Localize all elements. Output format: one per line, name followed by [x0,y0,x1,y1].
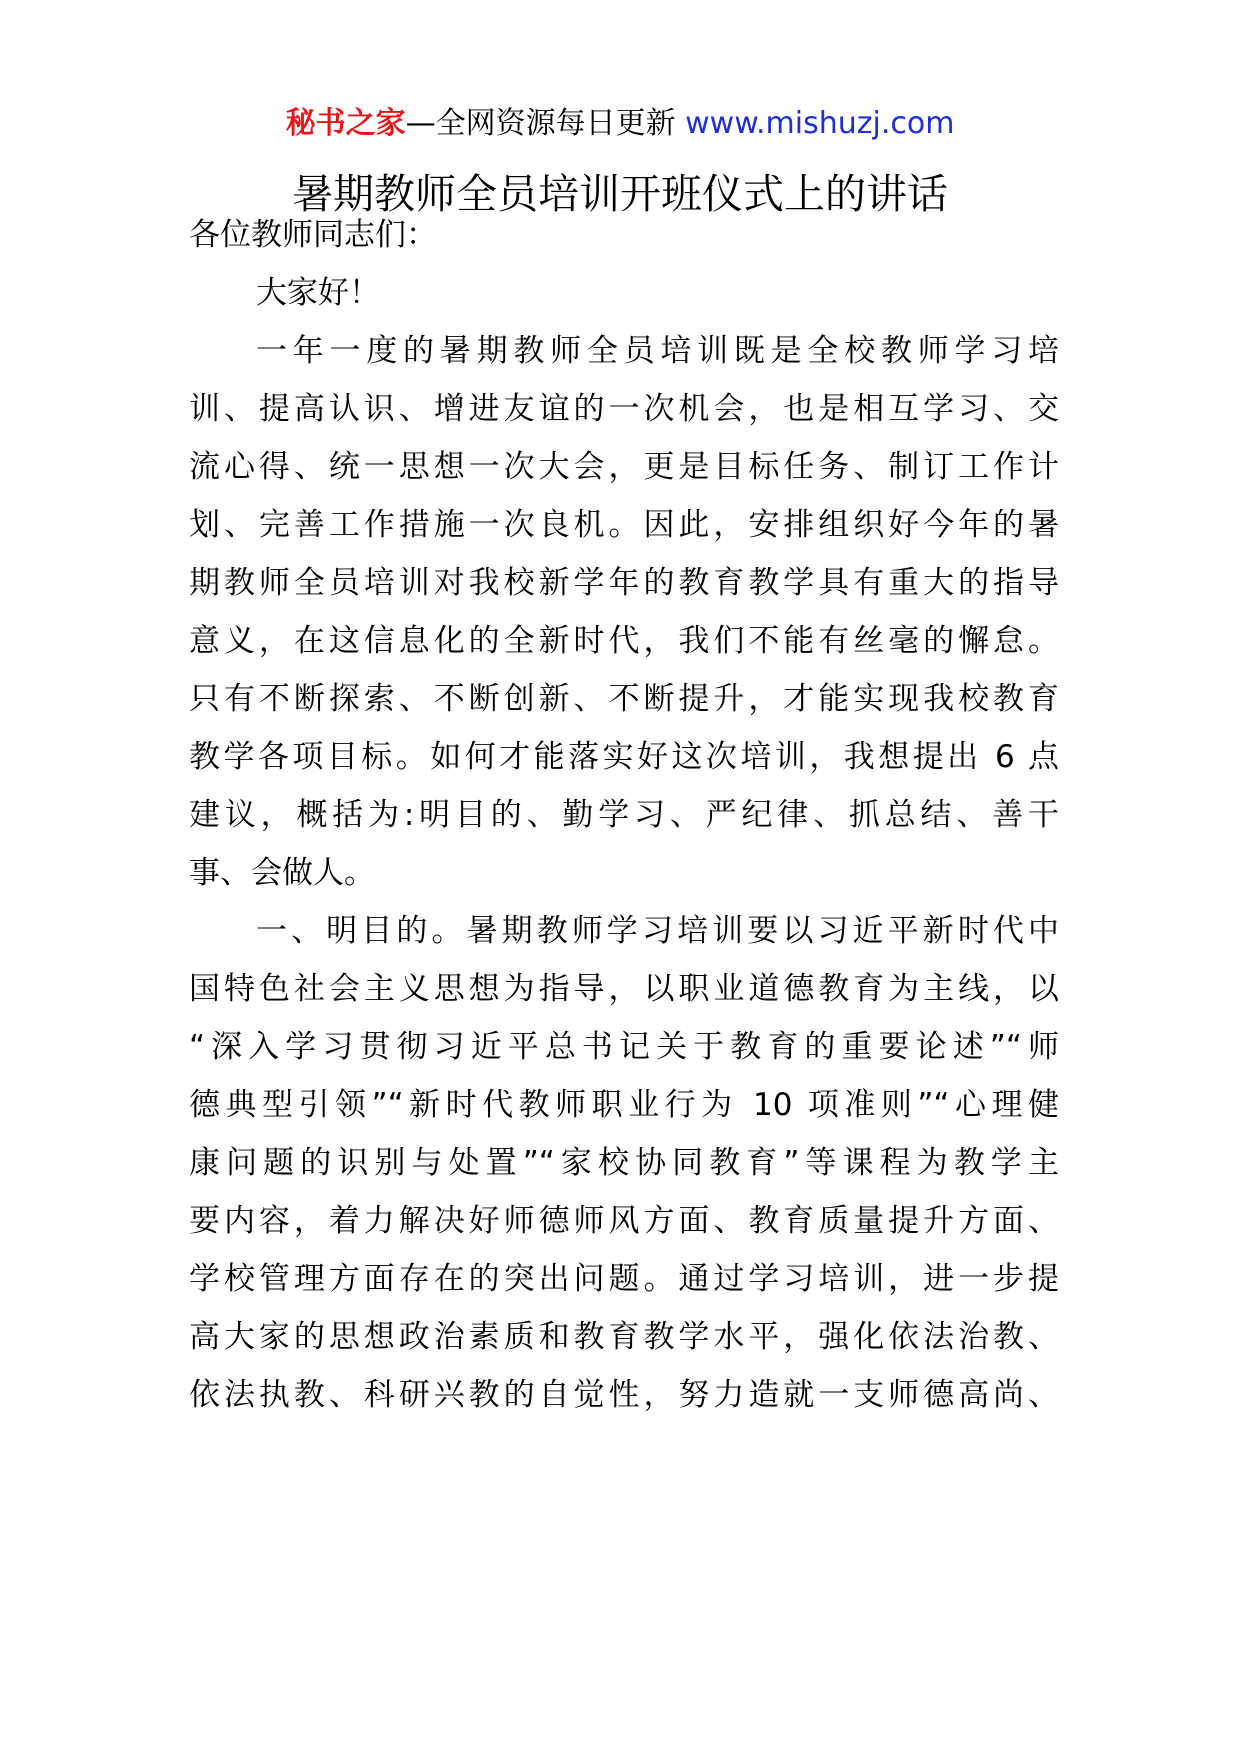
body-line: 建议，概括为:明目的、勤学习、严纪律、抓总结、善干 [189,797,1059,833]
body-line: 依法执教、科研兴教的自觉性，努力造就一支师德高尚、 [189,1377,1059,1413]
body-line: 学校管理方面存在的突出问题。通过学习培训，进一步提 [189,1261,1059,1297]
body-line: 一、明目的。暑期教师学习培训要以习近平新时代中 [256,913,1059,949]
body-line: 训、提高认识、增进友谊的一次机会，也是相互学习、交 [189,391,1059,427]
body-line: 事、会做人。 [189,855,375,891]
body-line: 意义，在这信息化的全新时代，我们不能有丝毫的懈怠。 [189,623,1059,659]
body-line: 流心得、统一思想一次大会，更是目标任务、制订工作计 [189,449,1059,485]
site-banner [0,104,1240,144]
greeting: 大家好！ [256,275,380,311]
body-line: 划、完善工作措施一次良机。因此，安排组织好今年的暑 [189,507,1059,543]
site-url-link[interactable]: www.mishuzj.com [685,106,955,141]
body-line: 康问题的识别与处置”“家校协同教育”等课程为教学主 [189,1145,1059,1181]
body-line: 国特色社会主义思想为指导，以职业道德教育为主线，以 [189,971,1059,1007]
body-line: 一年一度的暑期教师全员培训既是全校教师学习培 [256,333,1059,369]
site-tagline: —全网资源每日更新 [405,106,676,141]
body-line: 期教师全员培训对我校新学年的教育教学具有重大的指导 [189,565,1059,601]
body-line: 要内容，着力解决好师德师风方面、教育质量提升方面、 [189,1203,1059,1239]
document-title: 暑期教师全员培训开班仪式上的讲话 [292,170,948,218]
salutation: 各位教师同志们： [189,217,437,253]
body-line: 德典型引领”“新时代教师职业行为 10 项准则”“心理健 [189,1087,1059,1123]
body-line: 只有不断探索、不断创新、不断提升，才能实现我校教育 [189,681,1059,717]
body-line: 教学各项目标。如何才能落实好这次培训，我想提出 6 点 [189,739,1059,775]
site-brand: 秘书之家 [285,106,406,141]
body-line: 高大家的思想政治素质和教育教学水平，强化依法治教、 [189,1319,1059,1355]
body-line: “深入学习贯彻习近平总书记关于教育的重要论述”“师 [189,1029,1059,1065]
